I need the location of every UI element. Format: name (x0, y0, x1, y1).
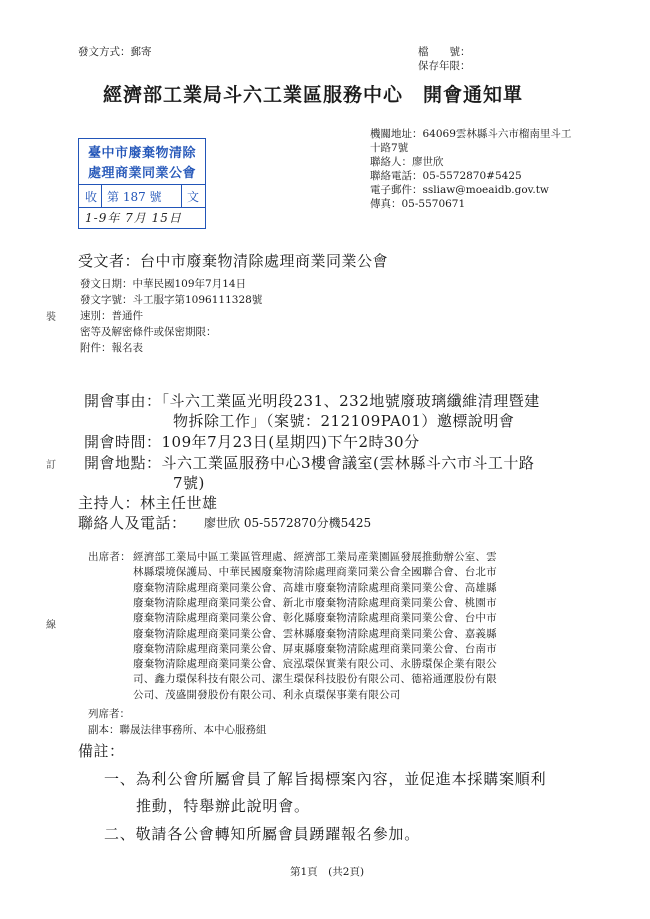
document-title: 經濟部工業局斗六工業區服務中心 開會通知單 (103, 84, 524, 106)
note-item-1-cont: 推動，特舉辦此說明會。 (136, 797, 310, 815)
document-number: 發文字號：斗工服字第1096111328號 (80, 294, 263, 306)
attendee-line: 廢棄物清除處理商業同業公會、宸泓環保實業有限公司、永勝環保企業有限公 (133, 658, 497, 671)
stamp-wen: 文 (187, 190, 200, 204)
send-method: 發文方式：郵寄 (78, 46, 152, 58)
observers: 列席者： (88, 708, 130, 720)
stamp-org-line2: 處理商業同業公會 (87, 166, 196, 181)
retention-label: 保存年限： (418, 60, 471, 72)
stamp-recv: 收 (85, 190, 98, 204)
agency-address-cont: 十路7號 (370, 142, 409, 154)
page-footer: 第1頁 (共2頁) (290, 866, 365, 878)
meeting-host: 主持人：林主任世雄 (78, 494, 218, 512)
attendee-line: 公司、茂盛開發股份有限公司、利永貞環保事業有限公司 (133, 688, 401, 701)
attendee-line: 廢棄物清除處理商業同業公會、高雄市廢棄物清除處理商業同業公會、高雄縣 (133, 581, 497, 594)
agency-phone: 聯絡電話：05-5572870#5425 (370, 170, 522, 182)
agency-email: 電子郵件：ssliaw@moeaidb.gov.tw (370, 184, 549, 196)
attendee-line: 廢棄物清除處理商業同業公會、屏東縣廢棄物清除處理商業同業公會、台南市 (133, 642, 497, 655)
binding-mark-ding: 訂 (46, 460, 56, 471)
note-item-1: 一、為利公會所屬會員了解旨揭標案內容，並促進本採購案順利 (104, 770, 547, 788)
attendee-line: 廢棄物清除處理商業同業公會、雲林縣廢棄物清除處理商業同業公會、嘉義縣 (133, 627, 497, 640)
attendee-line: 廢棄物清除處理商業同業公會、新北市廢棄物清除處理商業同業公會、桃園市 (133, 596, 497, 609)
meeting-reason-cont: 物拆除工作」（案號：212109PA01）邀標說明會 (173, 412, 515, 430)
file-number-label: 檔 號： (418, 46, 471, 58)
agency-address: 機關地址：64069雲林縣斗六市榴南里斗工 (370, 128, 572, 140)
received-stamp (78, 138, 206, 229)
notes-label: 備註： (78, 742, 125, 760)
stamp-number: 第 187 號 (107, 190, 162, 204)
meeting-place-cont: 7號) (173, 474, 205, 492)
meeting-time: 開會時間：109年7月23日(星期四)下午2時30分 (84, 433, 420, 451)
meeting-contact-label: 聯絡人及電話： (78, 514, 187, 532)
note-item-2: 二、敬請各公會轉知所屬會員踴躍報名參加。 (104, 825, 421, 843)
meeting-contact-value: 廖世欣 05-5572870分機5425 (204, 516, 372, 530)
attendees-label: 出席者： (88, 551, 131, 563)
attendee-line: 林縣環境保護局、中華民國廢棄物清除處理商業同業公會全國聯合會、台北市 (133, 566, 497, 579)
binding-mark-xian: 線 (46, 620, 56, 631)
recipient: 受文者：台中市廢棄物清除處理商業同業公會 (78, 252, 389, 270)
meeting-reason: 開會事由：「斗六工業區光明段231、232地號廢玻璃纖維清理暨建 (84, 392, 540, 410)
binding-mark-zhuang: 裝 (46, 312, 56, 323)
attendee-line: 司、鑫力環保科技有限公司、潔生環保科技股份有限公司、德裕通運股份有限 (133, 673, 497, 686)
attendee-line: 經濟部工業局中區工業區管理處、經濟部工業局產業園區發展推動辦公室、雲 (133, 551, 497, 563)
stamp-org-line1: 臺中市廢棄物清除 (87, 146, 196, 161)
issue-date: 發文日期：中華民國109年7月14日 (80, 278, 247, 290)
stamp-handwritten-date: 1-9年 7月 15日 (85, 211, 182, 225)
attachment: 附件：報名表 (80, 342, 143, 354)
attendee-line: 廢棄物清除處理商業同業公會、彰化縣廢棄物清除處理商業同業公會、台中市 (133, 612, 497, 625)
speed: 速別：普通件 (80, 310, 143, 322)
agency-contact: 聯絡人：廖世欣 (370, 156, 444, 168)
secrecy: 密等及解密條件或保密期限： (80, 326, 217, 338)
meeting-place: 開會地點：斗六工業區服務中心3樓會議室(雲林縣斗六市斗工十路 (84, 454, 535, 472)
copy-to: 副本：聯晟法律事務所、本中心服務組 (88, 724, 267, 736)
agency-fax: 傳真：05-5570671 (370, 198, 466, 210)
